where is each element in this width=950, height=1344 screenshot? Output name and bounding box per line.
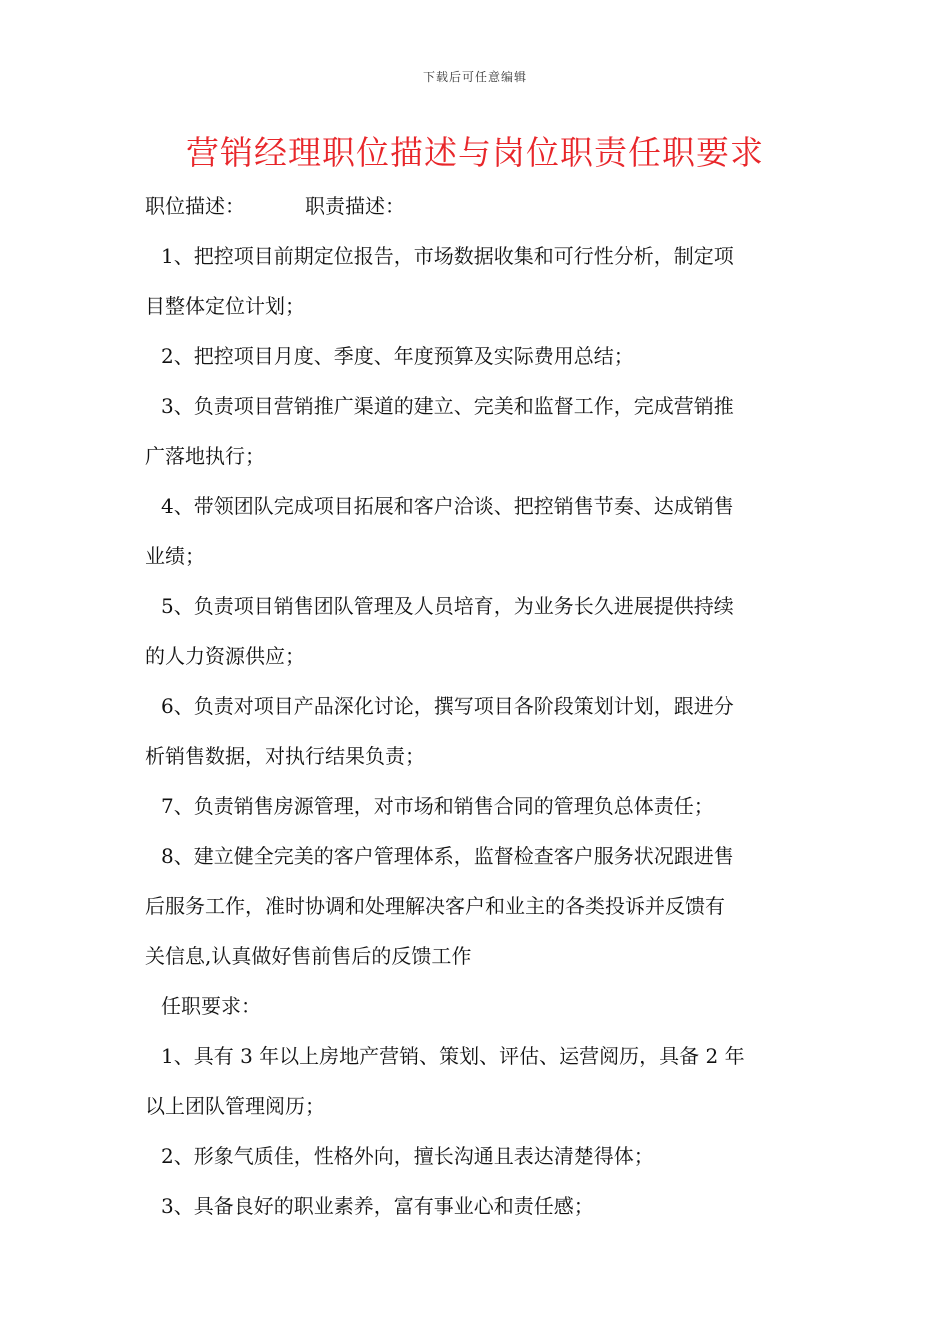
- duty-item: [145, 781, 809, 831]
- duty-item: [145, 331, 809, 381]
- duty-line: 7、负责销售房源管理，对市场和销售合同的管理负总体责任；: [161, 794, 714, 818]
- duty-item: [145, 581, 809, 681]
- requirement-line: 1、具有 3 年以上房地产营销、策划、评估、运营阅历，具备 2 年: [161, 1044, 745, 1068]
- duty-line: 1、把控项目前期定位报告，市场数据收集和可行性分析，制定项: [161, 244, 734, 268]
- duty-line: 6、负责对项目产品深化讨论，撰写项目各阶段策划计划，跟进分: [161, 694, 734, 718]
- duty-line: 4、带领团队完成项目拓展和客户洽谈、把控销售节奏、达成销售: [161, 494, 734, 518]
- requirement-line: 2、形象气质佳，性格外向，擅长沟通且表达清楚得体；: [161, 1144, 654, 1168]
- duty-line: 目整体定位计划；: [145, 294, 305, 318]
- position-description-label: 职位描述：: [145, 194, 245, 218]
- duty-line: 5、负责项目销售团队管理及人员培育，为业务长久进展提供持续: [161, 594, 734, 618]
- duty-line: 业绩；: [145, 544, 205, 568]
- duty-line: 2、把控项目月度、季度、年度预算及实际费用总结；: [161, 344, 634, 368]
- requirement-item: [145, 1031, 809, 1131]
- duty-item: [145, 681, 809, 781]
- document-title: 营销经理职位描述与岗位职责任职要求: [186, 133, 764, 172]
- duty-line: 3、负责项目营销推广渠道的建立、完美和监督工作，完成营销推: [161, 394, 734, 418]
- duty-line: 析销售数据，对执行结果负责；: [145, 744, 425, 768]
- duties-list: [145, 231, 809, 981]
- duty-line: 后服务工作，准时协调和处理解决客户和业主的各类投诉并反馈有: [145, 894, 725, 918]
- duty-item: [145, 831, 809, 981]
- duty-line: 8、建立健全完美的客户管理体系，监督检查客户服务状况跟进售: [161, 844, 734, 868]
- duty-item: [145, 231, 809, 331]
- requirement-item: [145, 1181, 809, 1231]
- document-body: [145, 181, 809, 1231]
- intro-line: [145, 181, 809, 231]
- duty-line: 关信息,认真做好售前售后的反馈工作: [145, 944, 472, 968]
- duties-description-label: 职责描述：: [305, 194, 405, 218]
- requirement-line: 3、具备良好的职业素养，富有事业心和责任感；: [161, 1194, 594, 1218]
- duty-line: 的人力资源供应；: [145, 644, 305, 668]
- requirements-label: 任职要求：: [161, 994, 261, 1018]
- requirement-item: [145, 1131, 809, 1181]
- header-note: 下载后可任意编辑: [422, 70, 527, 84]
- duty-line: 广落地执行；: [145, 444, 265, 468]
- duty-item: [145, 381, 809, 481]
- requirements-list: [145, 1031, 809, 1231]
- requirement-line: 以上团队管理阅历；: [145, 1094, 325, 1118]
- duty-item: [145, 481, 809, 581]
